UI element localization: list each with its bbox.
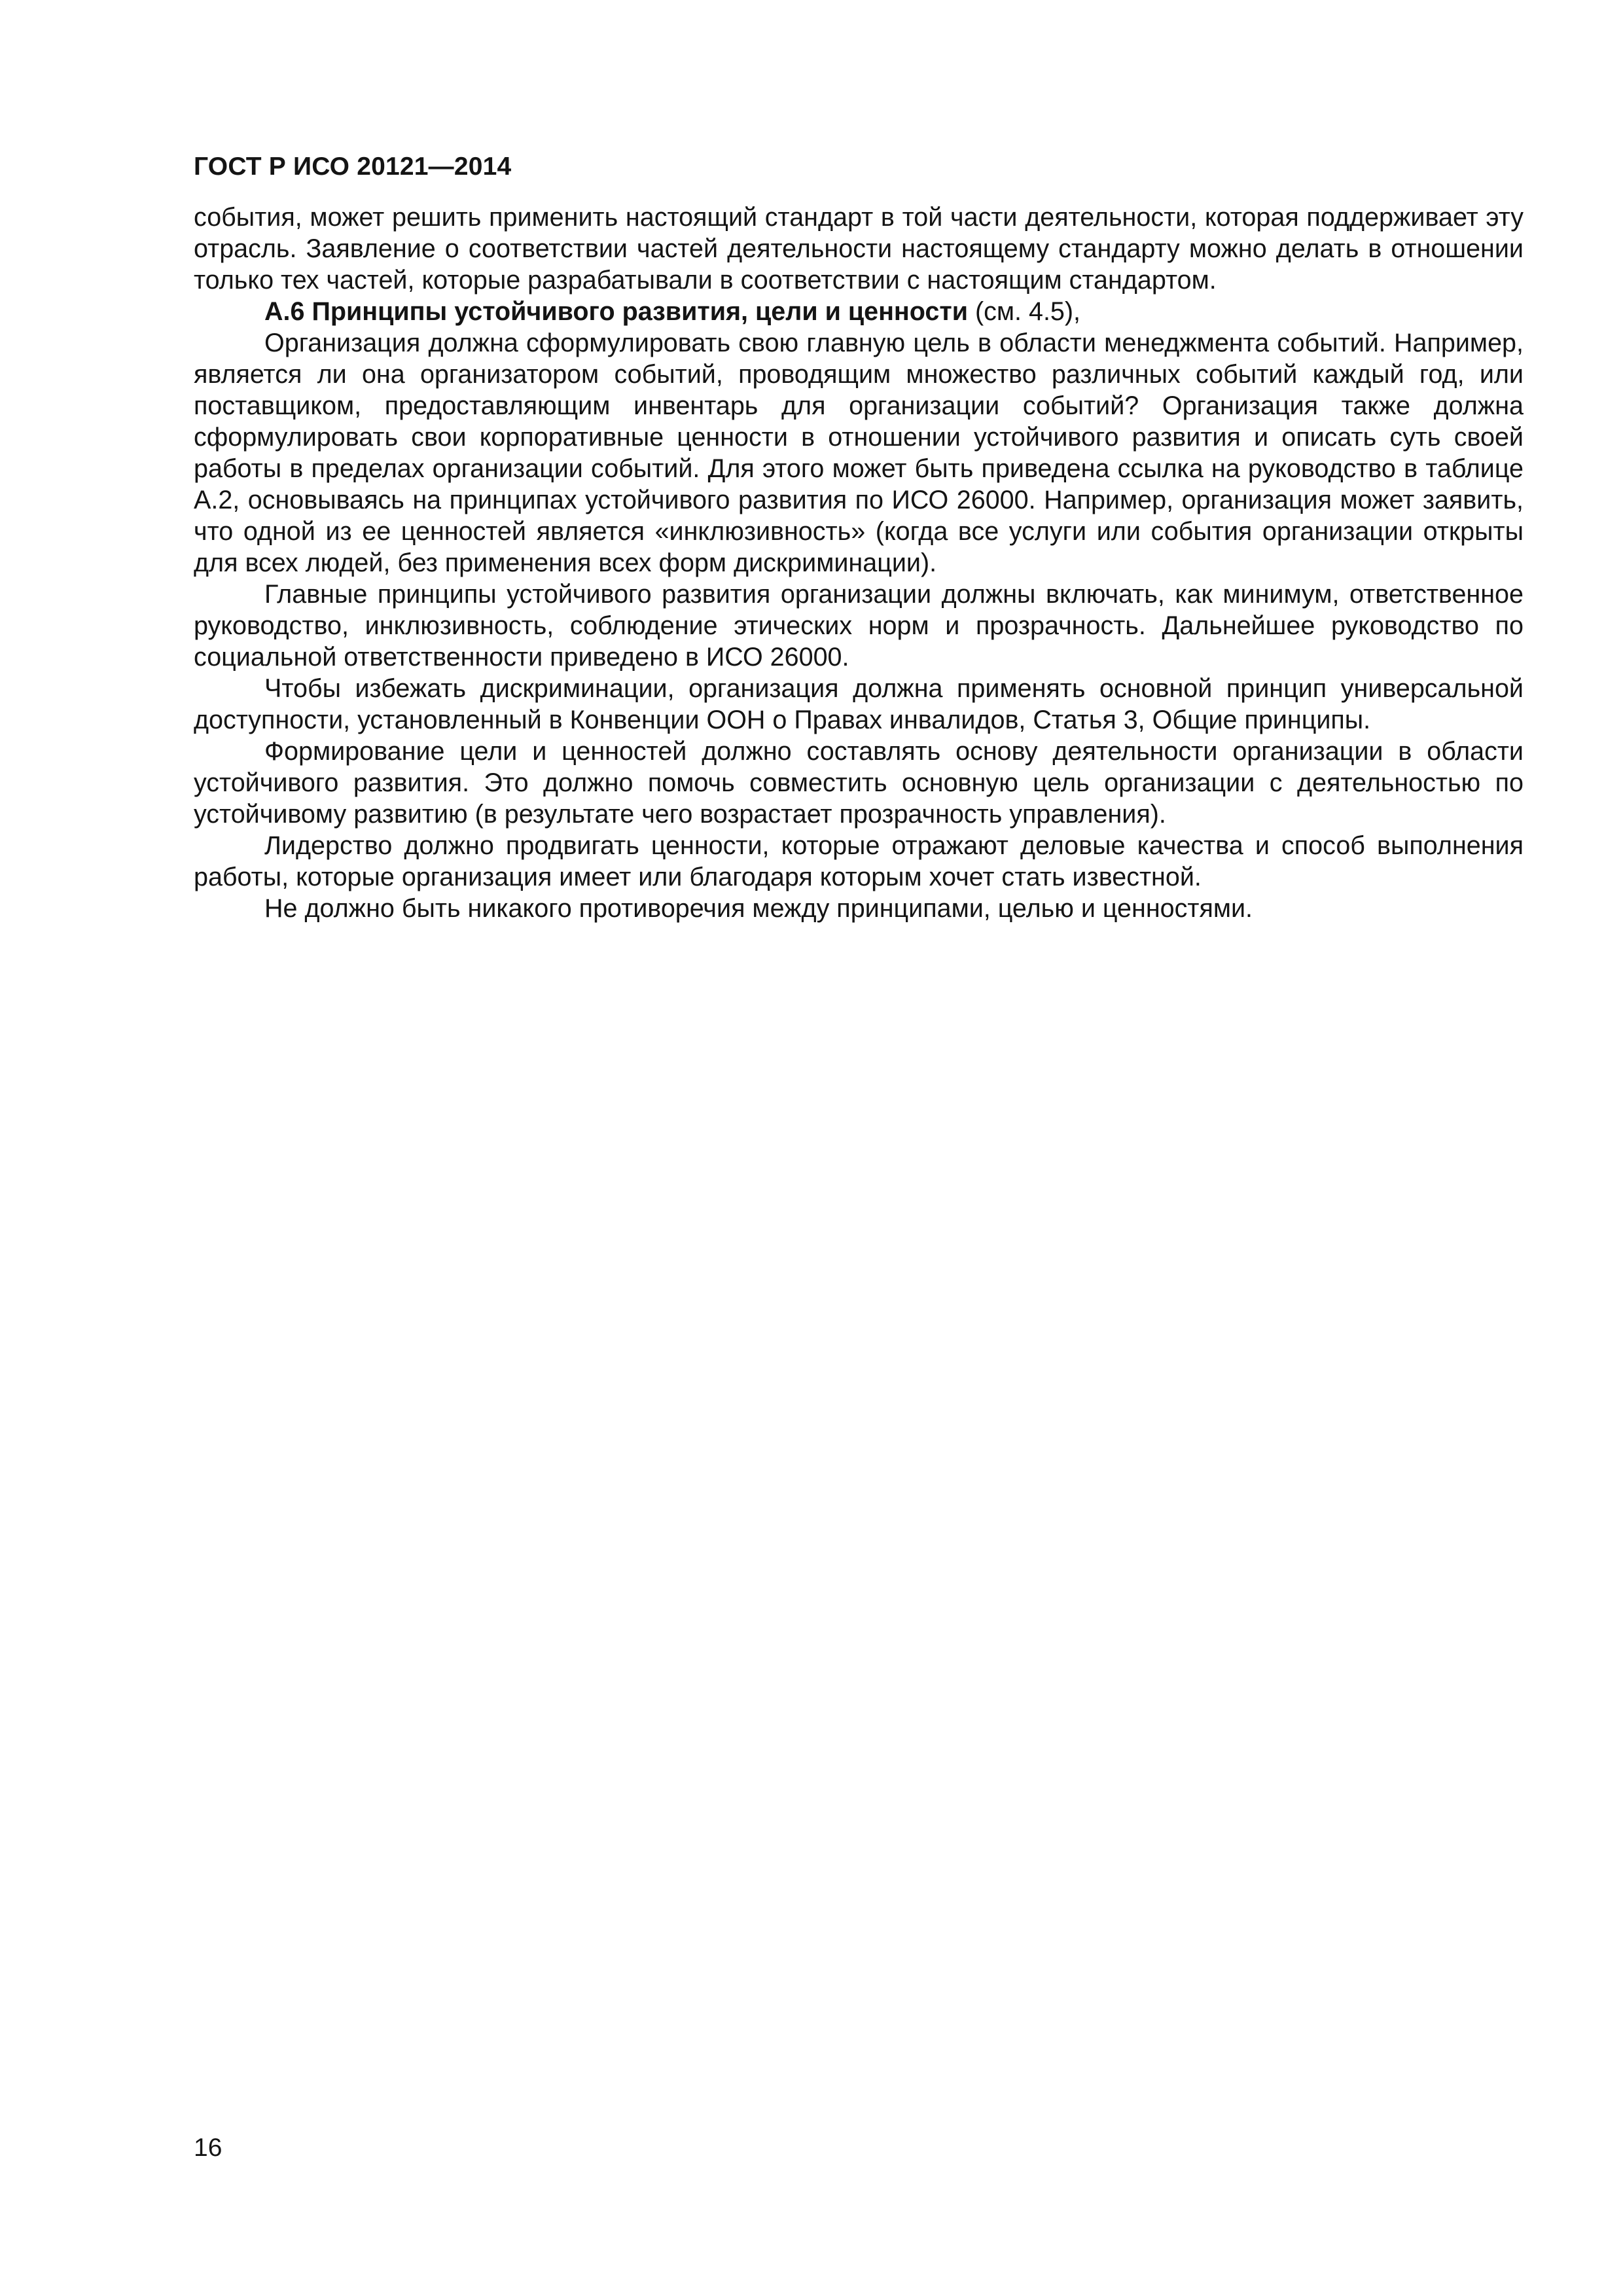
document-body bbox=[194, 202, 1524, 924]
section-reference: (см. 4.5), bbox=[974, 297, 1081, 326]
paragraph-purpose: Организация должна сформулировать свою главную цель в области менеджмента событий. Например, является ли она организатором событий, проводящим множество различных событий каждый год, или поставщиком, предоставляющим инвентарь для организации событий? Организация также должна сформулировать свои корпоративные ценности в отношении устойчивого развития и описать суть своей работы в пределах организации событий. Для этого может быть приведена ссылка на руководство в таблице А.2, основываясь на принципах устойчивого развития по ИСО 26000. Например, организация может заявить, что одной из ее ценностей является «инклюзивность» (когда все услуги или события организации открыты для всех людей, без применения всех форм дискриминации). bbox=[194, 329, 1524, 577]
section-number: А.6 bbox=[264, 297, 305, 326]
paragraph-principles: Главные принципы устойчивого развития организации должны включать, как минимум, ответственное руководство, инклюзивность, соблюдение этических норм и прозрачность. Дальнейшее руководство по социальной ответственности приведено в ИСО 26000. bbox=[194, 580, 1524, 672]
paragraph-continuation: события, может решить применить настоящий стандарт в той части деятельности, которая поддерживает эту отрасль. Заявление о соответствии частей деятельности настоящему стандарту можно делать в отношении только тех частей, которые разрабатывали в соответствии с настоящим стандартом. bbox=[194, 203, 1524, 295]
paragraph-leadership: Лидерство должно продвигать ценности, которые отражают деловые качества и способ выполнения работы, которые организация имеет или благодаря которым хочет стать известной. bbox=[194, 831, 1524, 891]
paragraph-values: Формирование цели и ценностей должно составлять основу деятельности организации в области устойчивого развития. Это должно помочь совместить основную цель организации с деятельностью по устойчивому развитию (в результате чего возрастает прозрачность управления). bbox=[194, 737, 1524, 829]
paragraph-discrimination: Чтобы избежать дискриминации, организация должна применять основной принцип универсальной доступности, установленный в Конвенции ООН о Правах инвалидов, Статья 3, Общие принципы. bbox=[194, 674, 1524, 734]
page-number: 16 bbox=[194, 2134, 223, 2162]
paragraph-no-contradiction: Не должно быть никакого противоречия между принципами, целью и ценностями. bbox=[264, 894, 1253, 923]
document-header: ГОСТ Р ИСО 20121—2014 bbox=[194, 152, 512, 181]
section-heading bbox=[194, 296, 1524, 327]
section-title: Принципы устойчивого развития, цели и ценности bbox=[312, 297, 968, 326]
